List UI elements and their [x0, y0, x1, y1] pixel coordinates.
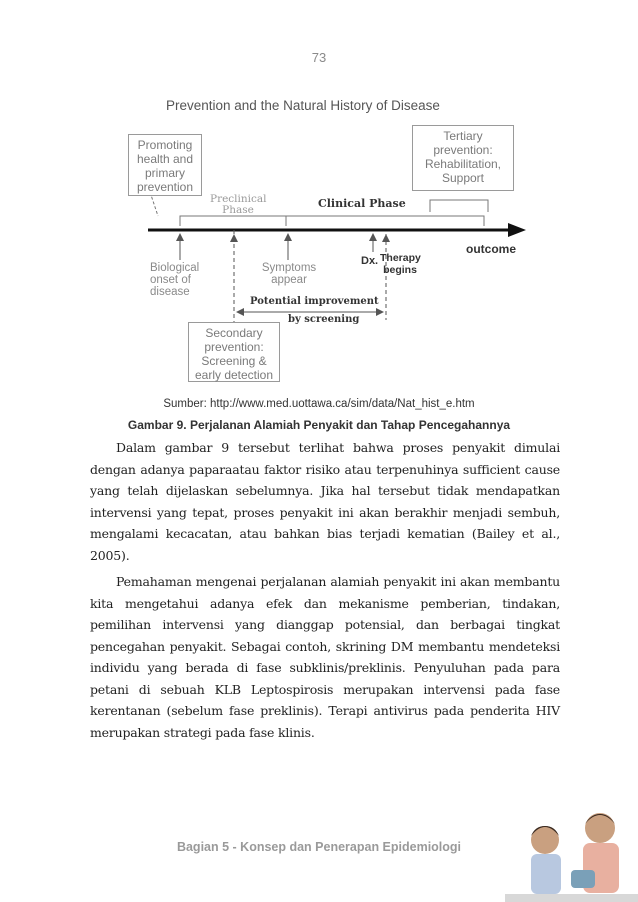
clinical-phase-label: Clinical Phase	[318, 197, 406, 210]
figure-caption: Gambar 9. Perjalanan Alamiah Penyakit dan Tahap Pencegahannya	[127, 418, 511, 432]
children-illustration	[505, 800, 638, 902]
biological-onset-label: Biological onset of disease	[150, 262, 200, 298]
clinical-bracket	[286, 216, 484, 226]
potential-improvement-label: Potential improvement	[250, 296, 379, 307]
figure-source: Sumber: http://www.med.uottawa.ca/sim/data/Nat_hist_e.htm	[163, 398, 475, 410]
paragraph: Pemahaman mengenai perjalanan alamiah penyakit ini akan membantu kita mengetahui adanya efek dan mekanisme pemberian, tindakan, pemilihan intervensi yang dianggap potensial, dan berbagai tingkat pencegahan penyakit. Sebagai contoh, skrining DM membantu mendeteksi individu yang berada di fase subklinis/preklinis. Penyuluhan pada para petani di sebuah KLB Leptospirosis merupakan intervensi pada fase kerentanan (sebelum fase preklinis). Terapi antivirus pada penderita HIV merupakan strategi pada fase klinis.	[90, 574, 560, 740]
natural-history-figure	[118, 92, 528, 384]
body-text	[90, 437, 560, 748]
page-number: 73	[311, 50, 327, 65]
figure-title: Prevention and the Natural History of Disease	[166, 98, 440, 113]
primary-prevention-box: Promoting health and primary prevention	[128, 134, 202, 196]
outcome-label: outcome	[466, 242, 517, 256]
by-screening-label: by screening	[288, 314, 360, 325]
preclinical-phase-label: Preclinical Phase	[210, 193, 267, 216]
tertiary-bracket	[430, 200, 488, 212]
preclinical-bracket	[180, 216, 286, 226]
secondary-prevention-box: Secondary prevention: Screening & early detection	[188, 322, 280, 382]
dx-arrow	[369, 233, 377, 241]
paragraph: Dalam gambar 9 tersebut terlihat bahwa proses penyakit dimulai dengan adanya paparaatau faktor risiko atau terpenuhinya sufficient cause yang telah dijelaskan sebelumnya. Jika hal tersebut tidak mendapatkan intervensi yang tepat, proses penyakit ini akan berakhir menjadi sembuh, mengalami kecacatan, atau bahkan bias terjadi kematian (Bailey et al., 2005).	[90, 440, 560, 563]
dx-label: Dx.	[361, 255, 379, 267]
tertiary-prevention-box: Tertiary prevention: Rehabilitation, Support	[412, 125, 514, 191]
symptoms-appear-label: Symptoms appear	[261, 262, 317, 286]
page-footer: Bagian 5 - Konsep dan Penerapan Epidemiologi	[176, 840, 462, 854]
symptoms-arrow	[284, 233, 292, 241]
timeline-arrowhead	[508, 223, 526, 237]
onset-arrow	[176, 233, 184, 241]
therapy-begins-label: Therapy begins	[380, 252, 421, 276]
